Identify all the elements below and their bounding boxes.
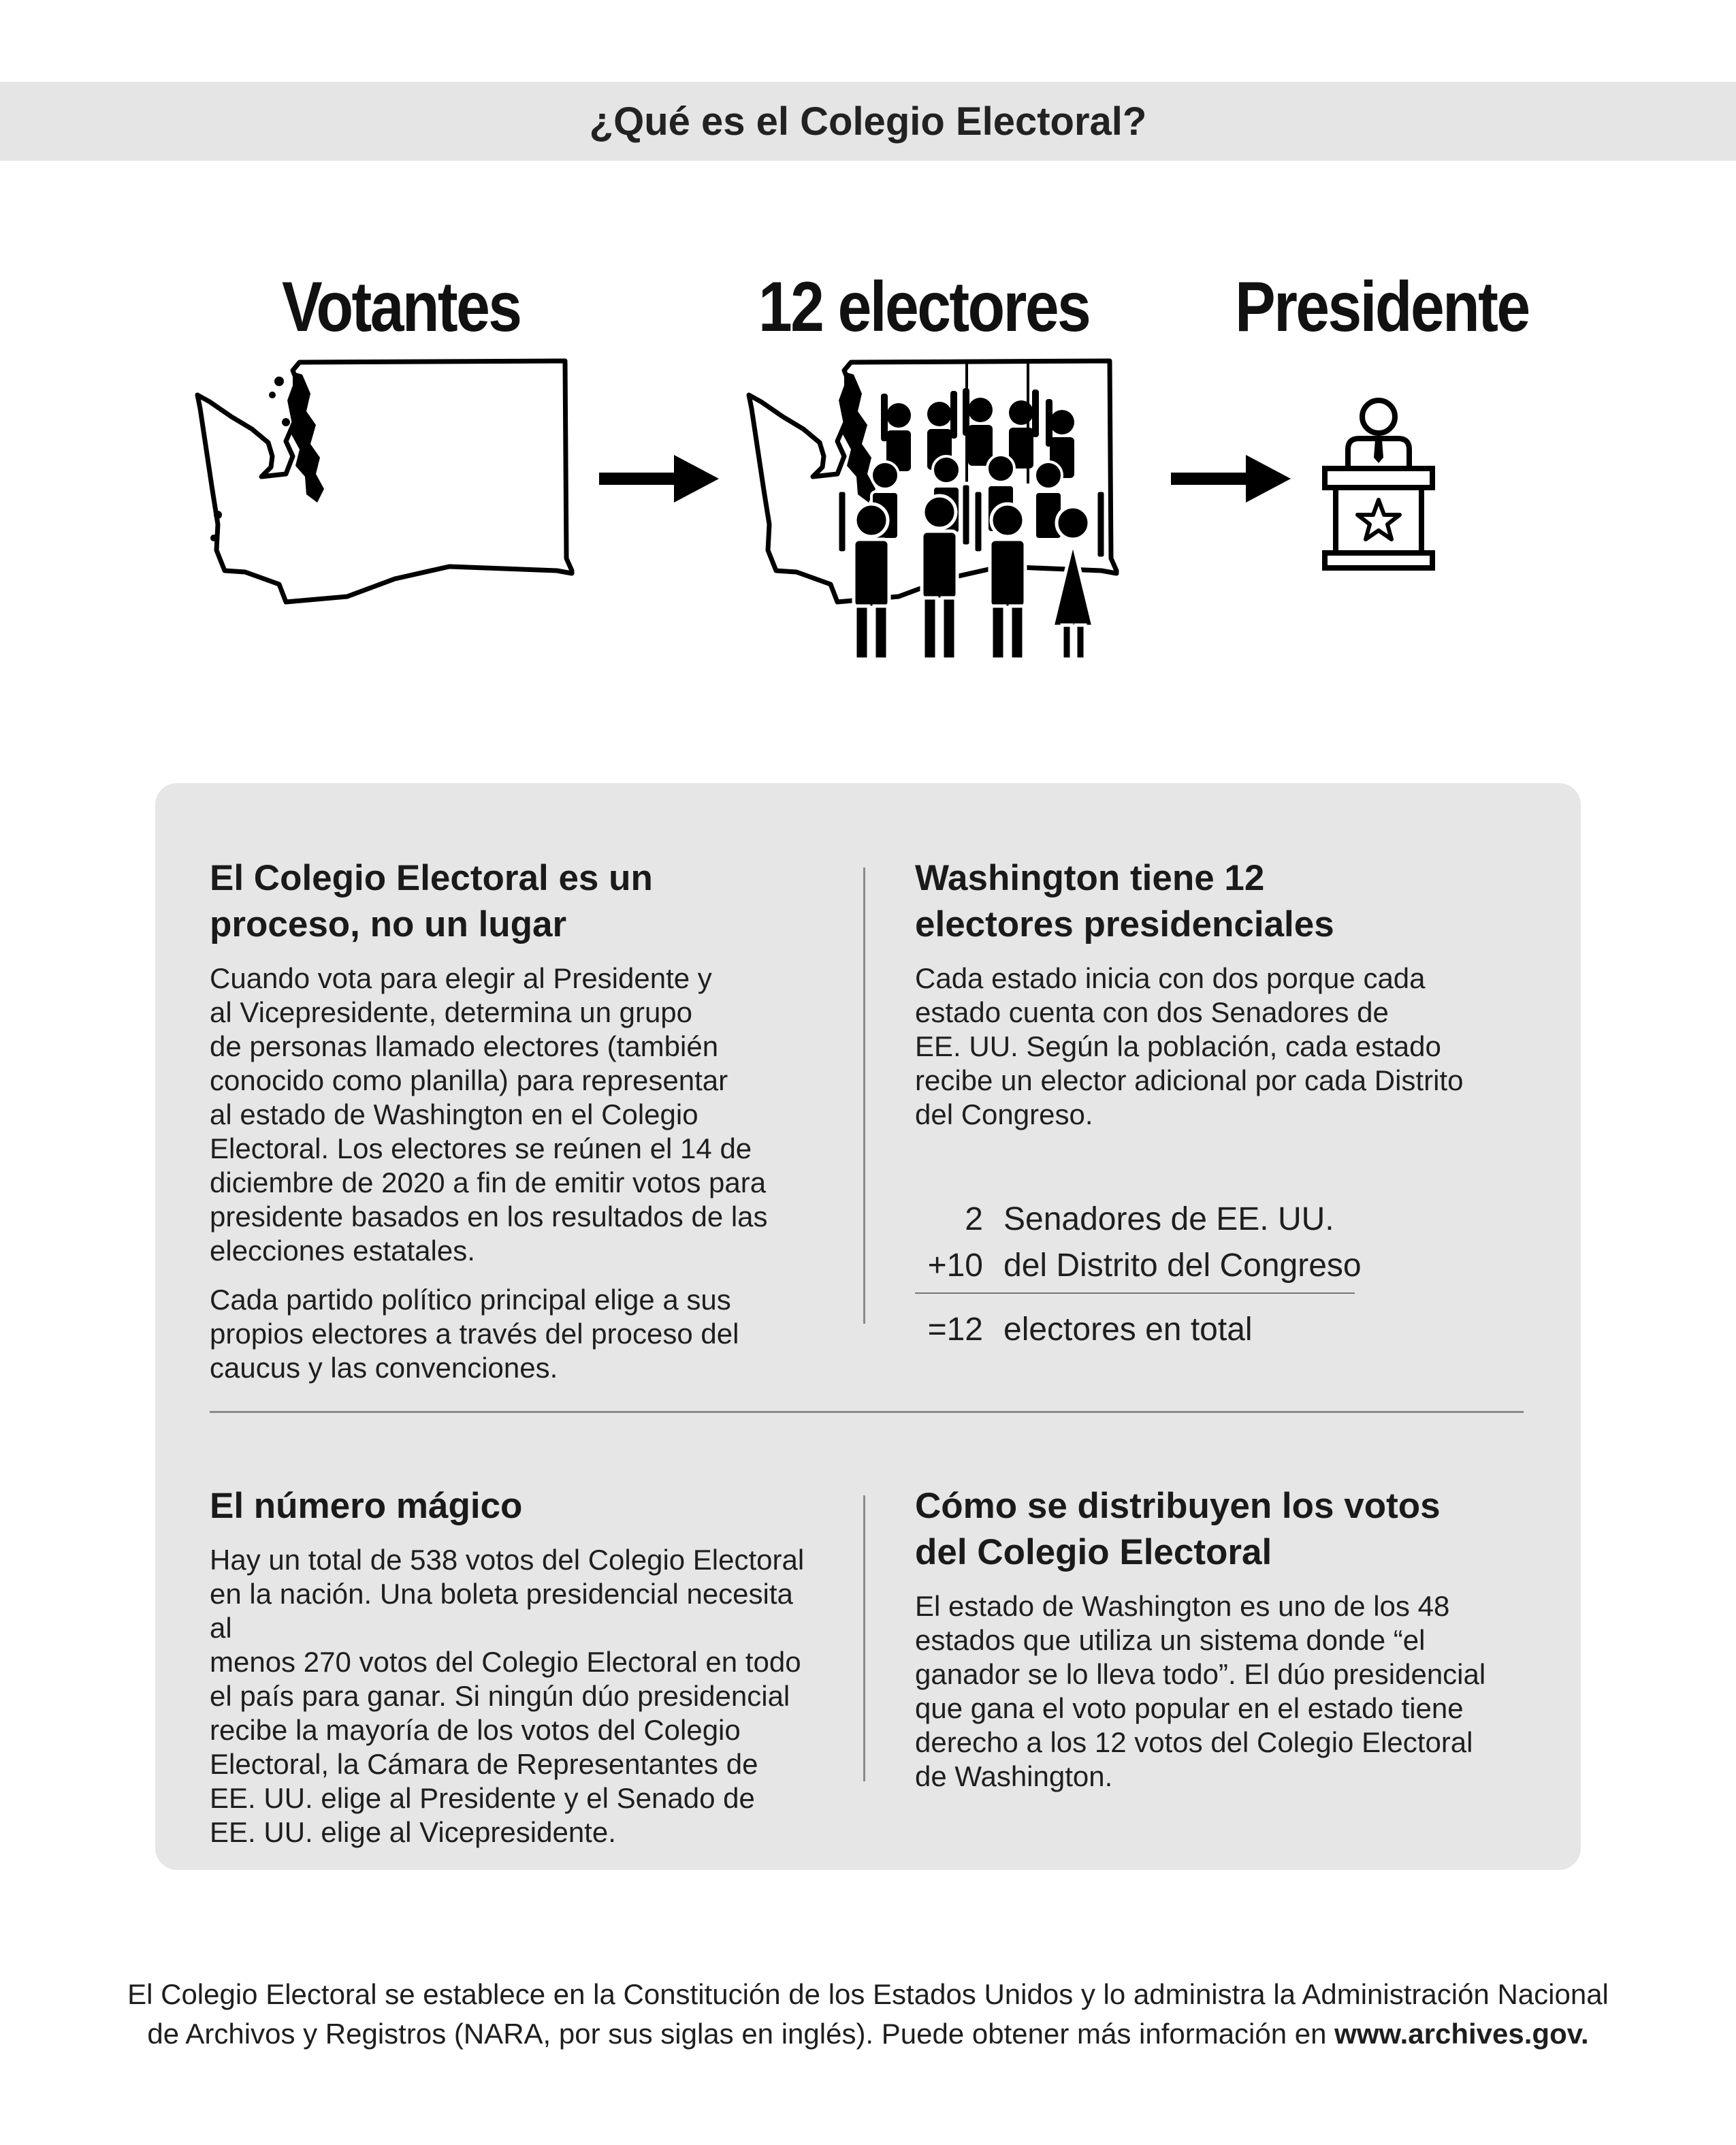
section-heading: Washington tiene 12 electores presidenciales xyxy=(915,858,1334,944)
calc-row-senators: 2 Senadores de EE. UU. xyxy=(965,1201,1334,1237)
calc-sum-line xyxy=(915,1292,1355,1294)
section-process xyxy=(210,855,809,1400)
flow-label-voters: Votantes xyxy=(282,268,521,347)
calc-row-total: =12 electores en total xyxy=(927,1311,1253,1348)
flow-label-president: Presidente xyxy=(1235,268,1529,347)
horizontal-divider xyxy=(210,1411,1524,1413)
footer-line: de Archivos y Registros (NARA, por sus siglas en inglés). Puede obtener más información en xyxy=(147,2018,1335,2050)
page-title: ¿Qué es el Colegio Electoral? xyxy=(589,99,1147,144)
arrow-right-icon xyxy=(1171,455,1293,503)
vertical-divider xyxy=(863,868,865,1324)
section-paragraph: Hay un total de 538 votos del Colegio Electoral en la nación. Una boleta presidencial necesita al menos 270 votos del Colegio Electoral en todo el país para ganar. Si ningún dúo presidencial recibe la mayoría de los votos del Colegio Electoral, la Cámara de Representantes de EE. UU. elige al Presidente y el Senado de EE. UU. elige al Vicepresidente. xyxy=(210,1544,805,1848)
electors-calculation xyxy=(915,1196,1362,1352)
section-heading: El Colegio Electoral es un proceso, no un lugar xyxy=(210,858,653,944)
electors-group-icon xyxy=(742,354,1137,661)
footer-line: El Colegio Electoral se establece en la Constitución de los Estados Unidos y lo administra la Administración Nacional xyxy=(127,1978,1609,2010)
section-heading: El número mágico xyxy=(210,1486,523,1526)
footer-note: El Colegio Electoral se establece en la Constitución de los Estados Unidos y lo administra la Administración Nacional de Archivos y Registros (NARA, por sus siglas en inglés). Puede obtener más información en www.archives.gov. xyxy=(127,1978,1609,2050)
section-paragraph: El estado de Washington es uno de los 48 estados que utiliza un sistema donde “el ganador se lo lleva todo”. El dúo presidencial que gana el voto popular en el estado tiene derecho a los 12 votos del Colegio Electoral de Washington. xyxy=(915,1590,1486,1792)
archives-link[interactable]: www.archives.gov xyxy=(1334,2018,1581,2050)
calc-row-districts: +10 del Distrito del Congreso xyxy=(927,1247,1362,1284)
section-paragraph: Cada partido político principal elige a sus propios electores a través del proceso del caucus y las convenciones. xyxy=(210,1284,739,1384)
section-distribution xyxy=(915,1483,1514,1809)
section-paragraph: Cuando vota para elegir al Presidente y al Vicepresidente, determina un grupo de personas llamado electores (también conocido como planilla) para representar al estado de Washington en el Colegio Electoral. Los electores se reúnen el 14 de diciembre de 2020 a fin de emitir votos para presidente basados en los resultados de las elecciones estatales. xyxy=(210,962,768,1267)
flow-label-electors: 12 electores xyxy=(758,268,1090,347)
section-heading: Cómo se distribuyen los votos del Colegio Electoral xyxy=(915,1486,1441,1572)
washington-map-icon xyxy=(191,354,585,613)
vertical-divider xyxy=(863,1495,865,1781)
title-bar xyxy=(0,82,1736,161)
podium-icon xyxy=(1321,395,1436,572)
section-magic-number xyxy=(210,1483,809,1864)
section-washington xyxy=(915,855,1514,1147)
section-paragraph: Cada estado inicia con dos porque cada estado cuenta con dos Senadores de EE. UU. Según la población, cada estado recibe un elector adicional por cada Distrito del Congreso. xyxy=(915,962,1464,1130)
arrow-right-icon xyxy=(599,455,722,503)
